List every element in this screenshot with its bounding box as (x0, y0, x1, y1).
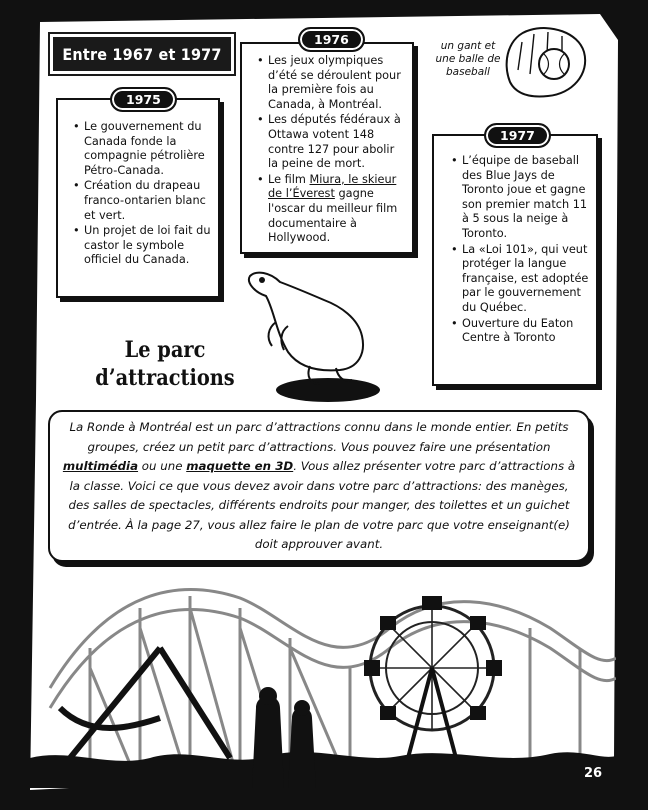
baseball-glove-icon (500, 22, 590, 100)
list-item: • Les jeux olympiques d’été se déroulent pour la première fois au Canada, à Montréal. (268, 54, 406, 112)
activity-text (62, 418, 576, 555)
section-heading (81, 336, 248, 392)
year-badge-1977: 1977 (484, 123, 551, 148)
list-item: • L’équipe de baseball des Blue Jays de Toronto joue et gagne son premier match 11 à 5 sous la neige à Toronto. (462, 154, 590, 242)
activity-text-2: ou une (138, 459, 187, 473)
film-text-pre: Le film (268, 172, 310, 186)
beaver-illustration (240, 262, 390, 410)
glove-caption: un gant et une balle de baseball (435, 40, 501, 78)
page-title: Entre 1967 et 1977 (62, 44, 222, 64)
film-title: Miura, le skieur de l’Éverest (268, 172, 397, 201)
list-item: • La «Loi 101», qui veut protéger la langue française, est adoptée par le gouvernement du Québec. (462, 243, 590, 316)
list-item: • Un projet de loi fait du castor le symbole officiel du Canada. (84, 224, 212, 268)
year-badge-1975: 1975 (110, 87, 177, 112)
list-1977 (446, 154, 590, 346)
box-1975 (56, 98, 220, 298)
multimedia-term: multimédia (62, 459, 139, 473)
page-number: 26 (584, 766, 603, 781)
year-badge-1976: 1976 (298, 27, 365, 52)
list-item: • Ouverture du Eaton Centre à Toronto (462, 317, 590, 346)
page-title-box (50, 34, 234, 74)
section-heading-line1: Le parc (124, 337, 206, 363)
maquette-term: maquette en 3D (186, 459, 294, 473)
list-1975 (68, 120, 212, 268)
activity-text-3: . Vous allez présenter votre parc d’attractions à la classe. Voici ce que vous devez avoir dans votre parc d’attractions: des manèges, des salles de spectacles, différents endroits pour manger, des toilettes et un guichet d’entrée. À la page 27, vous allez faire le plan de votre parc que votre enseignant(e) doit approuver avant. (68, 459, 576, 551)
box-1977 (432, 134, 598, 386)
list-item (268, 173, 406, 246)
activity-text-1: La Ronde à Montréal est un parc d’attractions connu dans le monde entier. En petits groupes, créez un petit parc d’attractions. Vous pouvez faire une présentation (69, 420, 569, 454)
box-1976 (240, 42, 414, 254)
amusement-park-illustration (30, 568, 616, 788)
section-heading-line2: d’attractions (95, 365, 235, 391)
list-item: • Les députés fédéraux à Ottawa votent 148 contre 127 pour abolir la peine de mort. (268, 113, 406, 171)
film-text-post: gagne l'oscar du meilleur film documentaire à Hollywood. (268, 187, 398, 245)
list-item: • Création du drapeau franco-ontarien blanc et vert. (84, 179, 212, 223)
list-1976 (252, 54, 406, 246)
activity-box (48, 410, 590, 562)
list-item: • Le gouvernement du Canada fonde la compagnie pétrolière Pétro-Canada. (84, 120, 212, 178)
